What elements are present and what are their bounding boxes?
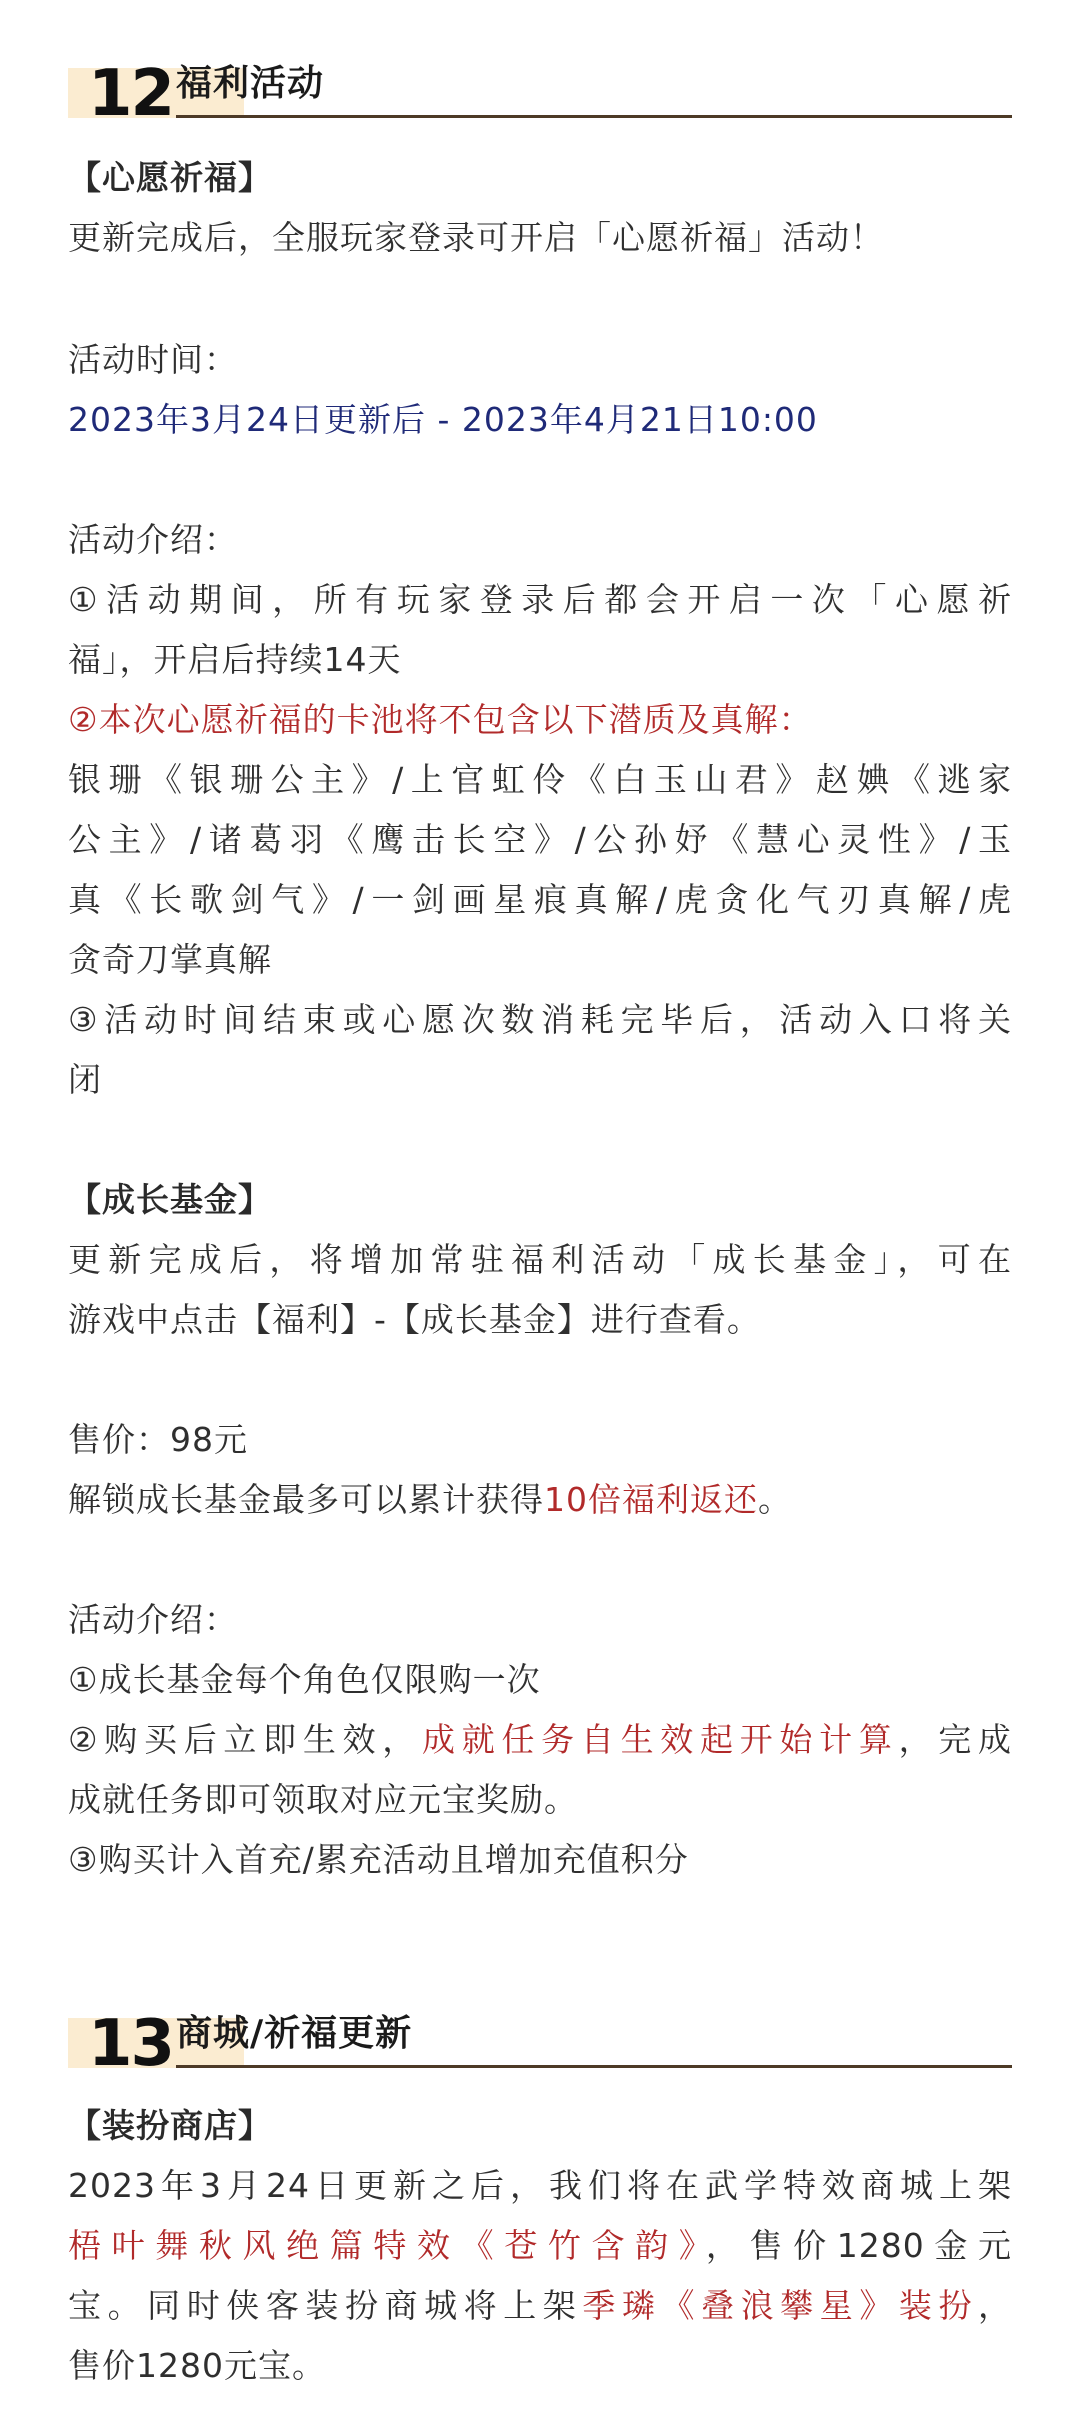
fund-price: 售价：98元	[68, 1420, 248, 1459]
section-title: 商城/祈福更新	[176, 2013, 413, 2054]
fund-item1: ①成长基金每个角色仅限购一次	[68, 1660, 541, 1699]
shop-line2-highlight: 梧叶舞秋风绝篇特效《苍竹含韵》	[68, 2226, 706, 2265]
fund-line2: 游戏中点击【福利】-【成长基金】进行查看。	[68, 1300, 761, 1339]
section-number: 13	[88, 2007, 174, 2081]
shop-line1: 2023年3月24日更新之后，我们将在武学特效商城上架	[68, 2166, 1012, 2205]
item2-line2: 银珊《银珊公主》/上官虹伶《白玉山君》赵婰《逃家	[68, 760, 1012, 799]
wish-heading: 【心愿祈福】	[68, 158, 272, 197]
section-rule	[176, 2065, 1012, 2068]
fund-item2-prefix: ②购买后立即生效，	[68, 1720, 423, 1759]
shop-line3	[68, 2276, 1012, 2336]
shop-line4: 售价1280元宝。	[68, 2346, 326, 2385]
unlock-highlight: 10倍福利返还	[544, 1480, 758, 1519]
intro-label: 活动介绍：	[68, 520, 238, 559]
unlock-suffix: 。	[758, 1480, 792, 1519]
section-rule	[176, 115, 1012, 118]
item3-line2: 闭	[68, 1060, 102, 1099]
item1-line1: ①活动期间，所有玩家登录后都会开启一次「心愿祈	[68, 580, 1012, 619]
fund-intro-label: 活动介绍：	[68, 1600, 238, 1639]
time-label: 活动时间：	[68, 340, 238, 379]
item3-line1: ③活动时间结束或心愿次数消耗完毕后，活动入口将关	[68, 1000, 1012, 1039]
fund-item2-line1	[68, 1710, 1012, 1770]
shop-heading: 【装扮商店】	[68, 2106, 272, 2145]
fund-item2-line2: 成就任务即可领取对应元宝奖励。	[68, 1780, 578, 1819]
section-title: 福利活动	[176, 63, 325, 104]
fund-item2-highlight: 成就任务自生效起开始计算	[422, 1720, 899, 1759]
shop-line3-highlight: 季璘《叠浪攀星》装扮	[582, 2286, 979, 2325]
shop-line3-suffix: ，	[978, 2286, 1013, 2325]
shop-line2	[68, 2216, 1012, 2276]
fund-item3: ③购买计入首充/累充活动且增加充值积分	[68, 1840, 689, 1879]
fund-heading: 【成长基金】	[68, 1180, 272, 1219]
item2-line1: ②本次心愿祈福的卡池将不包含以下潜质及真解：	[68, 700, 813, 739]
section-number: 12	[88, 57, 174, 131]
wish-intro: 更新完成后，全服玩家登录可开启「心愿祈福」活动！	[68, 218, 884, 257]
shop-line2-suffix: ，售价1280金元	[705, 2226, 1013, 2265]
section-header-13	[68, 1958, 1012, 2081]
item2-line5: 贪奇刀掌真解	[68, 940, 272, 979]
item2-line3: 公主》/诸葛羽《鹰击长空》/公孙妤《慧心灵性》/玉	[68, 820, 1012, 859]
fund-line1: 更新完成后，将增加常驻福利活动「成长基金」，可在	[68, 1240, 1012, 1279]
fund-item2-suffix: ，完成	[898, 1720, 1013, 1759]
item1-line2: 福」，开启后持续14天	[68, 640, 402, 679]
shop-line3-prefix: 宝。同时侠客装扮商城将上架	[68, 2286, 583, 2325]
section-header-12	[68, 8, 1012, 131]
unlock-line	[68, 1470, 1012, 1530]
unlock-prefix: 解锁成长基金最多可以累计获得	[68, 1480, 544, 1519]
time-value: 2023年3月24日更新后 - 2023年4月21日10:00	[68, 400, 818, 439]
item2-line4: 真《长歌剑气》/一剑画星痕真解/虎贪化气刃真解/虎	[68, 880, 1012, 919]
